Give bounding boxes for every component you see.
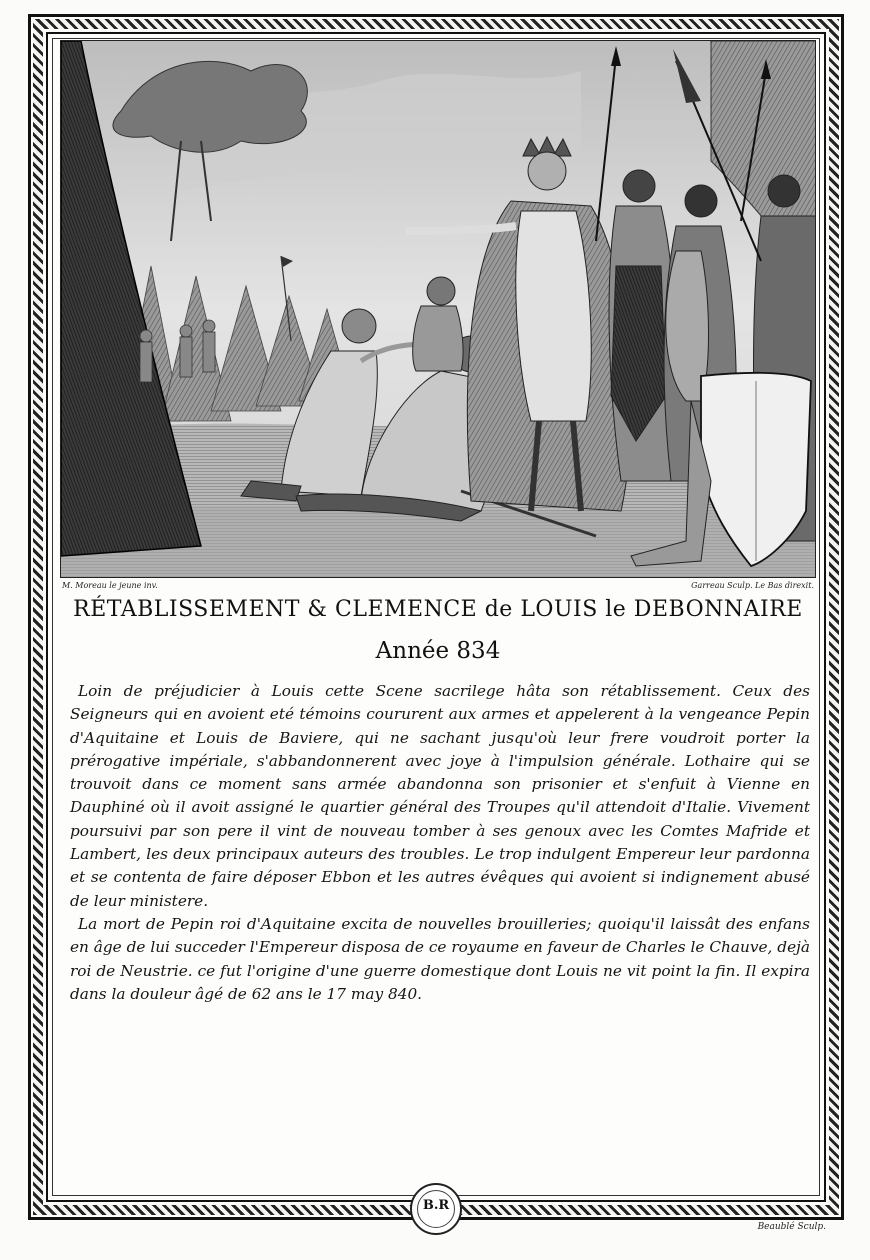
print-title: RÉTABLISSEMENT & CLEMENCE de LOUIS le DEBONNAIRE <box>73 597 803 622</box>
caption-text <box>70 680 810 1006</box>
engraving-credits <box>62 581 814 595</box>
engraver-credit: Garreau Sculp. Le Bas direxit. <box>691 581 814 590</box>
caption-paragraph-1: Loin de préjudicier à Louis cette Scene sacrilege hâta son rétablissement. Ceux des Seigneurs qui en avoient eté témoins coururent aux armes et appelerent à la vengeance Pepin d'Aquitaine et Louis de Baviere, qui ne sachant jusqu'où leur frere voudroit porter la prérogative impériale, s'abbandonnerent avec joye à l'impulsion générale. Lothaire qui se trouvoit dans ce moment sans armée abandonna son prisonier et s'enfuit à Vienne en Dauphiné où il avoit assigné le quartier général des Troupes qu'il attendoit d'Italie. Vivement poursuivi par son pere il vint de nouveau tomber à ses genoux avec les Comtes Mafride et Lambert, les deux principaux auteurs des troubles. Le trop indulgent Empereur leur pardonna et se contenta de faire déposer Ebbon et les autres évêques qui avoient si indignement abusé de leur ministere. <box>70 682 810 910</box>
library-stamp <box>410 1183 462 1235</box>
caption-paragraph-2: La mort de Pepin roi d'Aquitaine excita de nouvelles brouilleries; quoiqu'il laissât des enfans en âge de lui succeder l'Empereur disposa de ce royaume en faveur de Charles le Chauve, dejà roi de Neustrie. ce fut l'origine d'une guerre domestique dont Louis ne vit point la fin. Il expira dans la douleur âgé de 62 ans le 17 may 840. <box>70 914 810 1003</box>
designer-credit: M. Moreau le jeune inv. <box>62 581 158 590</box>
stamp-text: B.R <box>422 1198 450 1213</box>
print-year: Année 834 <box>375 638 501 664</box>
plate-engraver-signature: Beaublé Sculp. <box>757 1222 826 1232</box>
engraving-illustration <box>60 40 816 578</box>
